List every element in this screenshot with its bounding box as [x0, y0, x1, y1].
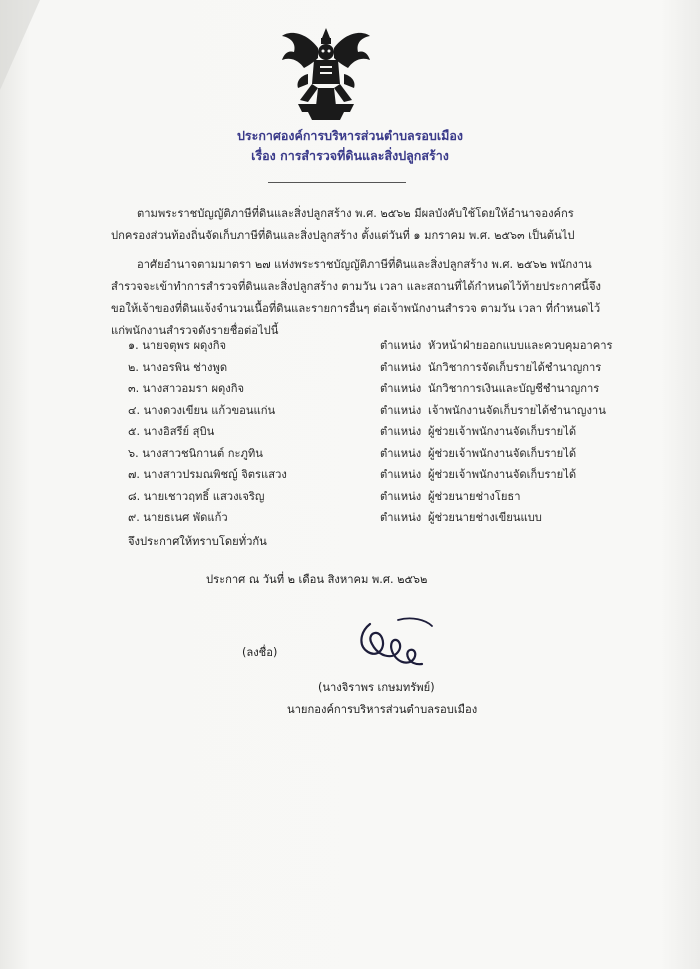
staff-name: ๓. นางสาวอมรา ผดุงกิจ: [128, 382, 245, 395]
position-label: ตำแหน่ง: [380, 339, 422, 352]
announcement-date: ประกาศ ณ วันที่ ๒ เดือน สิงหาคม พ.ศ. ๒๕๖๒: [206, 573, 428, 586]
signer-position: นายกองค์การบริหารส่วนตำบลรอบเมือง: [287, 703, 478, 716]
staff-row: [128, 444, 628, 466]
staff-row: [128, 508, 628, 530]
staff-position: ผู้ช่วยเจ้าพนักงานจัดเก็บรายได้: [428, 425, 577, 438]
position-label: ตำแหน่ง: [380, 360, 422, 374]
position-label: ตำแหน่ง: [380, 425, 422, 438]
signature-label: (ลงชื่อ): [242, 646, 278, 659]
staff-row: [128, 465, 628, 487]
handwritten-signature-icon: [352, 612, 442, 680]
paragraph-2-text: อาศัยอำนาจตามมาตรา ๒๗ แห่งพระราชบัญญัติภาษีที่ดินและสิ่งปลูกสร้าง พ.ศ. ๒๕๖๒ พนักงานสำรวจจะเข้าทำการสำรวจที่ดินและสิ่งปลูกสร้าง ตามวัน เวลา และสถานที่ได้กำหนดไว้ท้ายประกาศนี้จึงขอให้เจ้าของที่ดินแจ้งจำนวนเนื้อที่ดินและรายการอื่นๆ ต่อเจ้าพนักงานสำรวจ ตามวัน เวลา ที่กำหนดไว้แก่พนักงานสำรวจดังรายชื่อต่อไปนี้: [111, 258, 601, 337]
page-fold-shadow: [0, 0, 40, 90]
staff-row: [128, 422, 628, 444]
staff-row: [128, 336, 628, 358]
staff-position: ผู้ช่วยเจ้าพนักงานจัดเก็บรายได้: [428, 446, 577, 460]
staff-name: ๘. นายเชาวฤทธิ์ แสวงเจริญ: [128, 489, 265, 503]
staff-list: [128, 336, 628, 530]
staff-position: นักวิชาการจัดเก็บรายได้ชำนาญการ: [428, 360, 602, 374]
paragraph-law-reference: [111, 203, 611, 247]
closing-statement: จึงประกาศให้ทราบโดยทั่วกัน: [128, 535, 267, 548]
paragraph-survey-notice: [111, 254, 611, 342]
position-label: ตำแหน่ง: [380, 403, 422, 417]
position-label: ตำแหน่ง: [380, 382, 422, 395]
staff-position: เจ้าพนักงานจัดเก็บรายได้ชำนาญงาน: [428, 403, 606, 417]
garuda-emblem-icon: [278, 22, 374, 122]
staff-name: ๙. นายธเนศ พัดแก้ว: [128, 511, 228, 524]
announcement-subject: เรื่อง การสำรวจที่ดินและสิ่งปลูกสร้าง: [251, 148, 449, 163]
position-label: ตำแหน่ง: [380, 468, 422, 481]
signer-name: (นางจิราพร เกษมทรัพย์): [318, 681, 435, 694]
staff-position: หัวหน้าฝ่ายออกแบบและควบคุมอาคาร: [428, 339, 613, 352]
paragraph-1-text: ตามพระราชบัญญัติภาษีที่ดินและสิ่งปลูกสร้าง พ.ศ. ๒๕๖๒ มีผลบังคับใช้โดยให้อำนาจองค์กรปกครองส่วนท้องถิ่นจัดเก็บภาษีที่ดินและสิ่งปลูกสร้าง ตั้งแต่วันที่ ๑ มกราคม พ.ศ. ๒๕๖๓ เป็นต้นไป: [111, 207, 575, 242]
staff-position: ผู้ช่วยนายช่างเขียนแบบ: [428, 511, 542, 524]
staff-name: ๖. นางสาวชนิกานต์ กะภูทิน: [128, 446, 263, 460]
staff-row: [128, 401, 628, 423]
position-label: ตำแหน่ง: [380, 511, 422, 524]
position-label: ตำแหน่ง: [380, 489, 422, 503]
staff-row: [128, 487, 628, 509]
staff-name: ๔. นางดวงเขียน แก้วขอนแก่น: [128, 403, 276, 417]
position-label: ตำแหน่ง: [380, 446, 422, 460]
staff-position: นักวิชาการเงินและบัญชีชำนาญการ: [428, 382, 600, 395]
staff-position: ผู้ช่วยเจ้าพนักงานจัดเก็บรายได้: [428, 468, 577, 481]
staff-name: ๑. นายจตุพร ผดุงกิจ: [128, 339, 227, 352]
staff-name: ๗. นางสาวปรมณพิชญ์ จิตรแสวง: [128, 468, 287, 481]
staff-name: ๕. นางอิสรีย์ สุบิน: [128, 425, 215, 438]
announcement-title: ประกาศองค์การบริหารส่วนตำบลรอบเมือง: [237, 128, 463, 143]
title-divider: [268, 182, 406, 183]
staff-row: [128, 358, 628, 380]
staff-name: ๒. นางอรพิน ช่างพูด: [128, 360, 228, 374]
staff-position: ผู้ช่วยนายช่างโยธา: [428, 489, 521, 503]
staff-row: [128, 379, 628, 401]
